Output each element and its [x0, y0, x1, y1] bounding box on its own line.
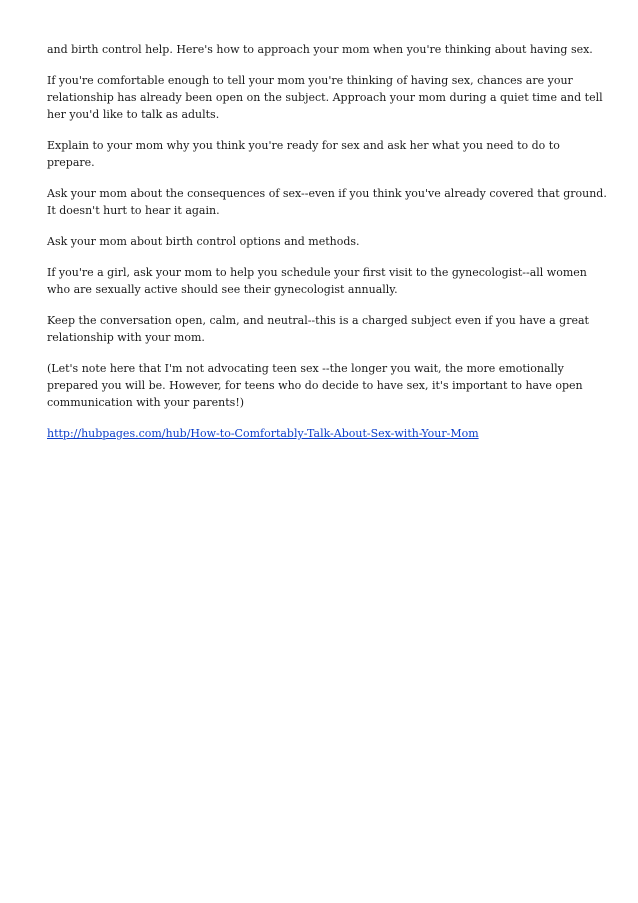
- paragraph-birth-control: Ask your mom about birth control options and methods.: [47, 235, 360, 248]
- paragraph-conversation: Keep the conversation open, calm, and neutral--this is a charged subject even if you have a great relationship with your mom.: [47, 314, 589, 344]
- paragraph-note: (Let's note here that I'm not advocating teen sex --the longer you wait, the more emotionally prepared you will be. However, for teens who do decide to have sex, it's important to have open communication with your parents!): [47, 362, 583, 409]
- paragraph-explain: Explain to your mom why you think you're ready for sex and ask her what you need to do to prepare.: [47, 139, 560, 169]
- document-page: [47, 41, 607, 456]
- source-link-paragraph: [47, 425, 607, 442]
- source-link[interactable]: http://hubpages.com/hub/How-to-Comfortably-Talk-About-Sex-with-Your-Mom: [47, 427, 479, 440]
- paragraph-approach: If you're comfortable enough to tell your mom you're thinking of having sex, chances are your relationship has already been open on the subject. Approach your mom during a quiet time and tell her you'd like to talk as adults.: [47, 74, 603, 121]
- paragraph-consequences: Ask your mom about the consequences of sex--even if you think you've already covered that ground. It doesn't hurt to hear it again.: [47, 187, 607, 217]
- paragraph-gynecologist: If you're a girl, ask your mom to help you schedule your first visit to the gynecologist--all women who are sexually active should see their gynecologist annually.: [47, 266, 587, 296]
- paragraph-intro: and birth control help. Here's how to approach your mom when you're thinking about having sex.: [47, 43, 593, 56]
